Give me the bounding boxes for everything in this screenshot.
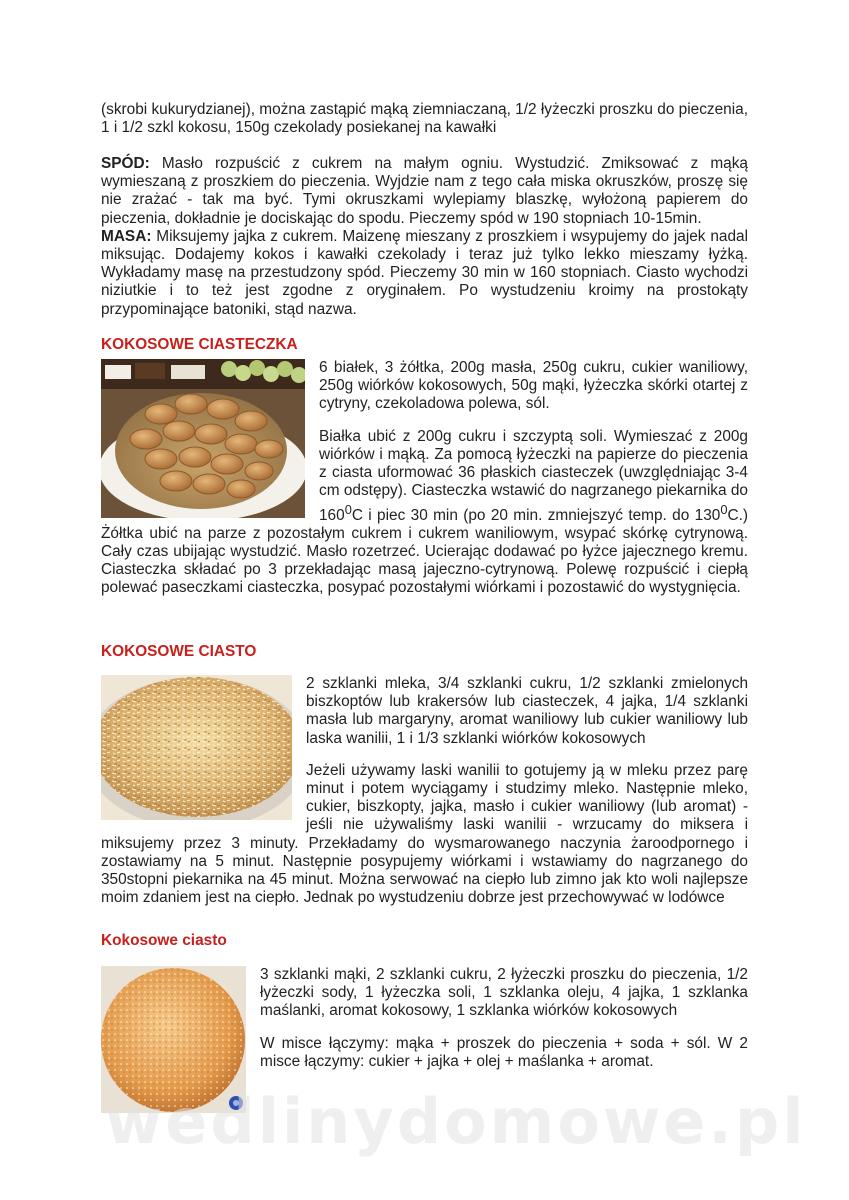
recipe1-ingredients: 6 białek, 3 żółtka, 200g masła, 250g cukru, cukier waniliowy, 250g wiórków kokosowych, 50g mąki, łyżeczka skórki otartej z cytryny, czekoladowa polewa, sól. [319,359,748,413]
recipe1-method: Białka ubić z 200g cukru i szczyptą soli. Wymieszać z 200g wiórków i mąką. Za pomocą łyżeczki na papierze do pieczenia z ciasta uformować 36 płaskich ciasteczek (uwzględniając 3-4 cm odstępy). Ciasteczka wstawić do nagrzanego piekarnika do $160^0C$ i piec 30 min (po 20 min. zmniejszyć temp. do $130^0C$.) Żółtka ubić na parze z pozostałym cukrem i cukrem waniliowym, wsypać skórkę cytrynową. Cały czas ubijając wystudzić. Masło rozetrzeć. Ucierając dodawać po łyżce jajecznego kremu. Ciasteczka składać po 3 przekładając masą jajeczno-cytrynową. Polewę rozpuścić i ciepłą polewać paseczkami ciasteczka, posypać pozostałymi wiórkami i pozostawić do wystygnięcia. [101,427,748,597]
masa-label: MASA: [101,227,152,245]
recipe-title-kokosowe-ciasto-2: Kokosowe ciasto [101,932,227,949]
recipe2-body [101,675,748,907]
recipe2-method: Jeżeli używamy laski wanilii to gotujemy ją w mleku przez parę minut i potem wyciągamy i studzimy mleko. Następnie mleko, cukier, biszkopty, jajka, masło i cukier waniliowy (lub aromat) - jeśli nie używaliśmy laski wanilii - wrzucamy do miksera i miksujemy przez 3 minuty. Przekładamy do wysmarowanego naczynia żaroodpornego i zostawiamy na 5 minut. Następnie posypujemy wiórkami i wstawiamy do nagrzanego do 350stopni piekarnika na 45 minut. Można serwować na ciepło lub zimno jak kto woli najlepsze moim zdaniem jest na ciepło. Jednak po wystudzeniu dobrze jest przechowywać w lodówce [101,761,748,907]
recipe1-body [101,359,748,598]
coconut-pie-photo [101,675,292,820]
site-watermark: wedlinydomowe.pl [105,1085,807,1158]
method-paragraph: SPÓD: Masło rozpuścić z cukrem na małym ogniu. Wystudzić. Zmiksować z mąką wymieszaną z proszkiem do pieczenia. Wyjdzie nam z tego cała miska okruszków, proszę się nie zrażać - tak ma być. Tymi okruszkami wylepiamy blaszkę, wyłożoną papierem do pieczenia, dokładnie je dociskając do spodu. Pieczemy spód w 190 stopniach 10-15min. MASA: Miksujemy jajka z cukrem. Maizenę mieszany z proszkiem i wsypujemy do jajek nadal miksując. Dodajemy kokos i kawałki czekolady i teraz już tylko lekko mieszamy łyżką. Wykładamy masę na przestudzony spód. Pieczemy 30 min w 160 stopniach. Ciasto wychodzi niziutkie i to też jest zgodne z oryginałem. Po wystudzeniu kroimy na prostokąty przypominające batoniki, stąd nazwa. [101,155,748,318]
intro-paragraph: (skrobi kukurydzianej), można zastąpić mąką ziemniaczaną, 1/2 łyżeczki proszku do pieczenia, 1 i 1/2 szkl kokosu, 150g czekolady posiekanej na kawałki [101,101,748,137]
recipe3-ingredients: 3 szklanki mąki, 2 szklanki cukru, 2 łyżeczki proszku do pieczenia, 1/2 łyżeczki sody, 1 łyżeczka soli, 1 szklanka oleju, 4 jajka, 1 szklanka maślanki, aromat kokosowy, 1 szklanka wiórków kokosowych [260,966,748,1020]
cookies-photo [101,359,305,518]
spod-label: SPÓD: [101,155,150,172]
recipe-title-kokosowe-ciasto: KOKOSOWE CIASTO [101,643,257,660]
recipe3-method: W misce łączymy: mąka + proszek do pieczenia + soda + sól. W 2 misce łączymy: cukier + jajka + olej + maślanka + aromat. [260,1034,748,1070]
recipe-title-kokosowe-ciasteczka: KOKOSOWE CIASTECZKA [101,336,298,353]
recipe2-ingredients: 2 szklanki mleka, 3/4 szklanki cukru, 1/2 szklanki zmielonych biszkoptów lub krakersów lub ciasteczek, 4 jajka, 1/4 szklanki masła lub margaryny, aromat waniliowy lub cukier waniliowy lub laska wanilii, 1 i 1/3 szklanki wiórków kokosowych [306,675,748,747]
